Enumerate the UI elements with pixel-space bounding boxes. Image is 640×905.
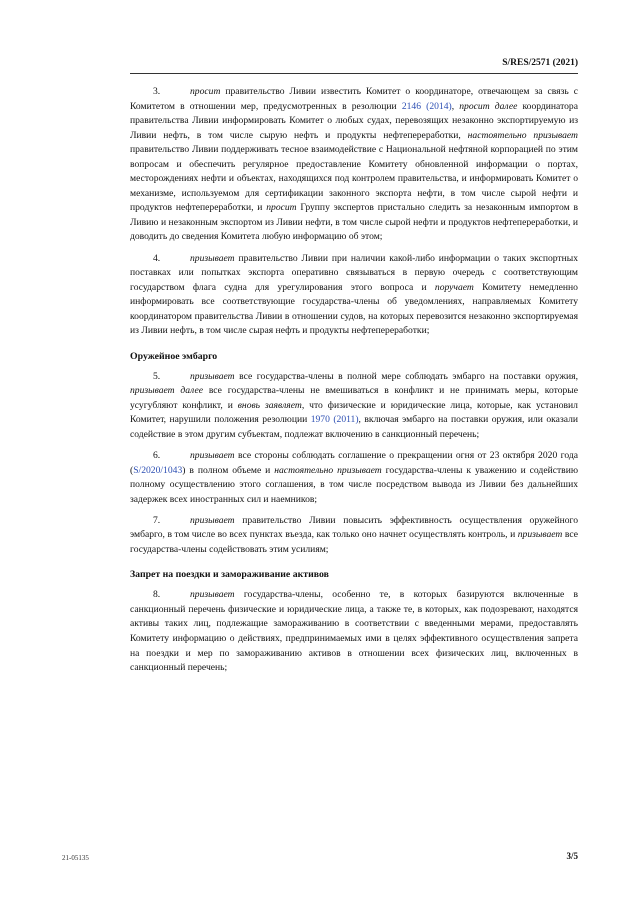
document-symbol: S/RES/2571 (2021) [502, 58, 578, 68]
paragraph-number: 8. [153, 589, 161, 601]
paragraph-text: все государства-члены в полной мере соблюдать эмбарго на поставки оружия, [234, 370, 578, 382]
operative-verb: призывает [190, 370, 235, 382]
paragraph-text: все государства-члены не вмешиваться в конфликт и не принимать меры, которые усугубляют конфликт, и [130, 385, 578, 411]
paragraph-text: правительство Ливии при наличии какой-либо информации о таких экспортных поставках или попытках экспорта оперативно связываться в первую очередь с соответствующим государством флага судна для урегулирования этого вопроса и [130, 252, 578, 293]
operative-verb: просит [266, 202, 297, 214]
operative-verb: призывает [190, 514, 235, 526]
operative-verb: настоятельно призывает [467, 129, 578, 141]
paragraph-7 [130, 514, 578, 558]
paragraph-text: государства-члены, особенно те, в которых базируются включенные в санкционный перечень физические и юридические лица, а также те, в которых, как подозревают, находятся активы таких лиц, подлежащие замораживанию в соответствии с введенными мерами, предоставлять Комитету информацию о действиях, предпринимаемых ими в целях эффективного осуществления запрета на поездки и мер по замораживанию активов в отношении всех физических лиц, включенных в санкционный перечень; [130, 589, 578, 674]
paragraph-5 [130, 370, 578, 443]
paragraph-text: правительство Ливии известить Комитет о координаторе, отвечающем за связь с Комитетом в отношении мер, предусмотренных в резолюции [130, 86, 578, 112]
paragraph-text: , что физические и юридические лица, которые, как установил Комитет, нарушили положения резолюции [130, 399, 578, 426]
paragraph-6 [130, 449, 578, 507]
paragraph-number: 6. [153, 450, 161, 462]
footer-doc-number: 21-05135 [62, 854, 89, 862]
operative-verb: просит [190, 86, 221, 97]
header-divider [130, 73, 578, 74]
paragraph-text: все стороны соблюдать соглашение о прекращении огня от 23 октября 2020 года ( [130, 450, 578, 476]
paragraph-text: Группу экспертов пристально следить за незаконным импортом в Ливию и незаконным экспортом из Ливии нефти, в том числе сырой нефти и продуктов нефтепереработки, и доводить до сведения Комитета любую информацию об этом; [130, 202, 578, 243]
document-reference-link[interactable]: S/2020/1043 [133, 464, 183, 476]
operative-verb: призывает [190, 252, 235, 264]
paragraph-text: правительство Ливии поддерживать тесное взаимодействие с Национальной нефтяной корпорацией по этим вопросам и обеспечить регулярное предоставление Комитету обновленной информации о портах, месторождениях нефти и объектах, находящихся под контролем правительства, и информировать Комитет о механизме, используемом для сертификации законного экспорта нефти, в том числе сырой нефти и продуктов нефтепереработки, и [130, 144, 578, 214]
operative-verb: призывает далее [130, 385, 203, 397]
section-heading-arms-embargo: Оружейное эмбарго [130, 350, 218, 362]
footer-page-number: 3/5 [566, 851, 578, 861]
document-reference-link[interactable]: 1970 (2011) [310, 414, 359, 426]
paragraph-text: координатора правительства Ливии информировать Комитет о любых судах, перевозящих незаконно экспортируемую из Ливии нефть, в том числе сырую нефть и продукты нефтепереработки, [130, 100, 578, 141]
operative-verb: настоятельно призывает [274, 464, 382, 476]
operative-verb: призывает [190, 589, 235, 601]
paragraph-text: Комитету немедленно информировать все соответствующие государства-члены об уведомлениях, направляемых Комитету координатором правительства Ливии в отношении судов, на которых перевозится незаконно экспортируемая из Ливии нефть, в том числе сырая нефть и продукты нефтепереработки; [130, 281, 578, 337]
paragraph-group-oil [130, 85, 578, 339]
paragraph-text: все государства-члены содействовать этим усилиям; [130, 529, 578, 555]
section-heading-travel-ban: Запрет на поездки и замораживание активов [130, 569, 329, 581]
paragraph-text: ) в полном объеме и [182, 464, 275, 476]
paragraph-text: , включая эмбарго на поставки оружия, или оказали содействие в этом другим субъектам, подлежат включению в санкционный перечень; [130, 414, 578, 440]
operative-verb: просит далее [459, 100, 518, 112]
paragraph-group-travel [130, 588, 578, 675]
operative-verb: поручает [434, 281, 474, 293]
operative-verb: вновь заявляет [237, 399, 302, 411]
paragraph-number: 3. [153, 86, 161, 97]
paragraph-3 [130, 85, 578, 245]
paragraph-number: 4. [153, 252, 161, 264]
paragraph-number: 5. [153, 370, 161, 382]
document-reference-link[interactable]: 2146 (2014) [401, 100, 452, 112]
operative-verb: призывает [517, 529, 563, 541]
paragraph-number: 7. [153, 514, 161, 526]
paragraph-text: , [451, 100, 460, 112]
paragraph-group-arms [130, 370, 578, 558]
paragraph-text: государства-члены к уважению и содействию полному осуществлению этого соглашения, в том числе посредством вывода из Ливии без дальнейших задержек всех иностранных сил и наемников; [130, 464, 578, 505]
paragraph-text: правительство Ливии повысить эффективность осуществления оружейного эмбарго, в том числе во всех пунктах въезда, как только оно начнет осуществлять контроль, и [130, 514, 578, 541]
paragraph-8 [130, 588, 578, 675]
paragraph-4 [130, 252, 578, 339]
operative-verb: призывает [190, 450, 235, 462]
document-body [130, 85, 578, 682]
